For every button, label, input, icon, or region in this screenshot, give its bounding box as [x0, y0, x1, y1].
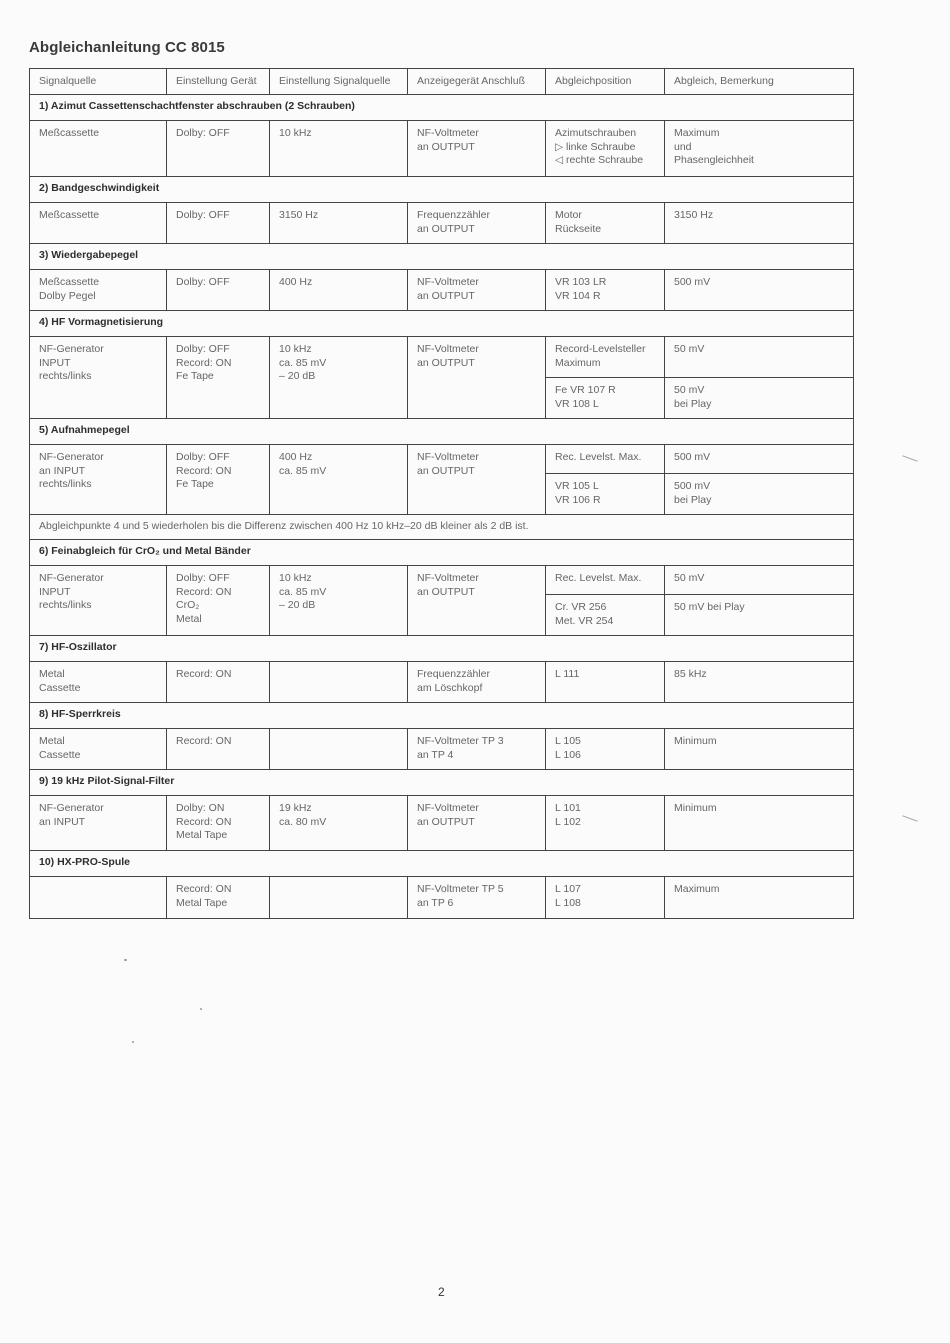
cell-meter-connection: NF-Voltmeter an OUTPUT: [408, 566, 546, 636]
table-row: [30, 121, 854, 177]
cell-adjust-position: L 105 L 106: [546, 729, 665, 770]
cell-source-setting: 19 kHz ca. 80 mV: [270, 796, 408, 851]
cell-adjust-position: Rec. Levelst. Max.: [546, 445, 665, 474]
note-row: [30, 515, 854, 540]
cell-remark: 50 mV bei Play: [665, 595, 854, 636]
cell-adjust-position: Cr. VR 256 Met. VR 254: [546, 595, 665, 636]
section-title: 6) Feinabgleich für CrO₂ und Metal Bänder: [30, 540, 854, 566]
scan-speck: [132, 1041, 134, 1043]
section-title: 1) Azimut Cassettenschachtfenster abschrauben (2 Schrauben): [30, 95, 854, 121]
scan-speck: [200, 1008, 202, 1010]
cell-meter-connection: NF-Voltmeter an OUTPUT: [408, 121, 546, 177]
section-title: 2) Bandgeschwindigkeit: [30, 177, 854, 203]
scan-edge-mark: [902, 455, 917, 461]
cell-adjust-position: L 107 L 108: [546, 877, 665, 919]
table-row: [30, 566, 854, 595]
cell-source-setting: 10 kHz ca. 85 mV – 20 dB: [270, 337, 408, 419]
cell-adjust-position: L 101 L 102: [546, 796, 665, 851]
section-title: 8) HF-Sperrkreis: [30, 703, 854, 729]
cell-source-setting: 10 kHz ca. 85 mV – 20 dB: [270, 566, 408, 636]
cell-device-setting: Dolby: OFF Record: ON Fe Tape: [167, 445, 270, 515]
cell-source-setting: [270, 729, 408, 770]
cell-adjust-position: Azimutschrauben ▷ linke Schraube ◁ rechte Schraube: [546, 121, 665, 177]
table-row: [30, 796, 854, 851]
cell-source-setting: 400 Hz ca. 85 mV: [270, 445, 408, 515]
cell-remark: Minimum: [665, 729, 854, 770]
section-title-row: [30, 540, 854, 566]
section-title-row: [30, 95, 854, 121]
cell-remark: Maximum: [665, 877, 854, 919]
cell-adjust-position: VR 103 LR VR 104 R: [546, 270, 665, 311]
cell-meter-connection: NF-Voltmeter an OUTPUT: [408, 445, 546, 515]
section-title: 5) Aufnahmepegel: [30, 419, 854, 445]
cell-device-setting: Dolby: OFF Record: ON CrO₂ Metal: [167, 566, 270, 636]
cell-meter-connection: NF-Voltmeter an OUTPUT: [408, 796, 546, 851]
cell-meter-connection: Frequenzzähler am Löschkopf: [408, 662, 546, 703]
table-row: [30, 203, 854, 244]
cell-remark: 500 mV: [665, 445, 854, 474]
cell-signal-source: NF-Generator an INPUT rechts/links: [30, 445, 167, 515]
page-number: 2: [438, 1285, 445, 1299]
cell-adjust-position: Fe VR 107 R VR 108 L: [546, 378, 665, 419]
cell-signal-source: Meßcassette: [30, 203, 167, 244]
table-row: [30, 729, 854, 770]
cell-source-setting: 400 Hz: [270, 270, 408, 311]
cell-remark: Minimum: [665, 796, 854, 851]
adjustment-table: [29, 68, 853, 919]
cell-adjust-position: Record-Levelsteller Maximum: [546, 337, 665, 378]
cell-signal-source: Meßcassette Dolby Pegel: [30, 270, 167, 311]
table-row: [30, 445, 854, 474]
cell-source-setting: 3150 Hz: [270, 203, 408, 244]
cell-device-setting: Dolby: OFF Record: ON Fe Tape: [167, 337, 270, 419]
section-title: 7) HF-Oszillator: [30, 636, 854, 662]
header-adjust-position: Abgleichposition: [546, 69, 665, 95]
cell-signal-source: NF-Generator INPUT rechts/links: [30, 337, 167, 419]
cell-adjust-position: VR 105 L VR 106 R: [546, 474, 665, 515]
page-title: Abgleichanleitung CC 8015: [29, 39, 225, 56]
section-title: 3) Wiedergabepegel: [30, 244, 854, 270]
scan-edge-mark: [902, 815, 917, 821]
cell-source-setting: [270, 662, 408, 703]
note-text: Abgleichpunkte 4 und 5 wiederholen bis die Differenz zwischen 400 Hz 10 kHz–20 dB kleiner als 2 dB ist.: [30, 515, 854, 540]
section-title-row: [30, 244, 854, 270]
section-title: 10) HX-PRO-Spule: [30, 851, 854, 877]
cell-adjust-position: Rec. Levelst. Max.: [546, 566, 665, 595]
cell-adjust-position: Motor Rückseite: [546, 203, 665, 244]
table-row: [30, 270, 854, 311]
scan-speck: [124, 959, 127, 961]
section-title: 4) HF Vormagnetisierung: [30, 311, 854, 337]
table-row: [30, 662, 854, 703]
cell-remark: 3150 Hz: [665, 203, 854, 244]
cell-device-setting: Dolby: OFF: [167, 121, 270, 177]
cell-device-setting: Dolby: ON Record: ON Metal Tape: [167, 796, 270, 851]
section-title-row: [30, 851, 854, 877]
cell-device-setting: Dolby: OFF: [167, 203, 270, 244]
cell-meter-connection: NF-Voltmeter an OUTPUT: [408, 337, 546, 419]
table-row: [30, 337, 854, 378]
cell-meter-connection: NF-Voltmeter TP 5 an TP 6: [408, 877, 546, 919]
cell-device-setting: Record: ON: [167, 662, 270, 703]
cell-device-setting: Record: ON: [167, 729, 270, 770]
cell-remark: 50 mV: [665, 566, 854, 595]
section-title-row: [30, 636, 854, 662]
cell-device-setting: Record: ON Metal Tape: [167, 877, 270, 919]
cell-remark: 500 mV bei Play: [665, 474, 854, 515]
cell-source-setting: 10 kHz: [270, 121, 408, 177]
cell-device-setting: Dolby: OFF: [167, 270, 270, 311]
section-title-row: [30, 703, 854, 729]
section-title: 9) 19 kHz Pilot-Signal-Filter: [30, 770, 854, 796]
adjustment-table-body: [30, 69, 854, 919]
cell-meter-connection: NF-Voltmeter TP 3 an TP 4: [408, 729, 546, 770]
header-source-setting: Einstellung Signalquelle: [270, 69, 408, 95]
section-title-row: [30, 177, 854, 203]
cell-signal-source: Meßcassette: [30, 121, 167, 177]
cell-adjust-position: L 111: [546, 662, 665, 703]
cell-remark: 50 mV: [665, 337, 854, 378]
table-row: [30, 877, 854, 919]
header-meter-connection: Anzeigegerät Anschluß: [408, 69, 546, 95]
cell-signal-source: NF-Generator an INPUT: [30, 796, 167, 851]
section-title-row: [30, 311, 854, 337]
cell-signal-source: [30, 877, 167, 919]
table-header-row: [30, 69, 854, 95]
cell-remark: 85 kHz: [665, 662, 854, 703]
cell-meter-connection: NF-Voltmeter an OUTPUT: [408, 270, 546, 311]
cell-remark: Maximum und Phasengleichheit: [665, 121, 854, 177]
cell-source-setting: [270, 877, 408, 919]
header-signal-source: Signalquelle: [30, 69, 167, 95]
cell-remark: 500 mV: [665, 270, 854, 311]
cell-signal-source: NF-Generator INPUT rechts/links: [30, 566, 167, 636]
cell-meter-connection: Frequenzzähler an OUTPUT: [408, 203, 546, 244]
header-device-setting: Einstellung Gerät: [167, 69, 270, 95]
section-title-row: [30, 770, 854, 796]
cell-signal-source: Metal Cassette: [30, 729, 167, 770]
header-remark: Abgleich, Bemerkung: [665, 69, 854, 95]
cell-remark: 50 mV bei Play: [665, 378, 854, 419]
section-title-row: [30, 419, 854, 445]
cell-signal-source: Metal Cassette: [30, 662, 167, 703]
